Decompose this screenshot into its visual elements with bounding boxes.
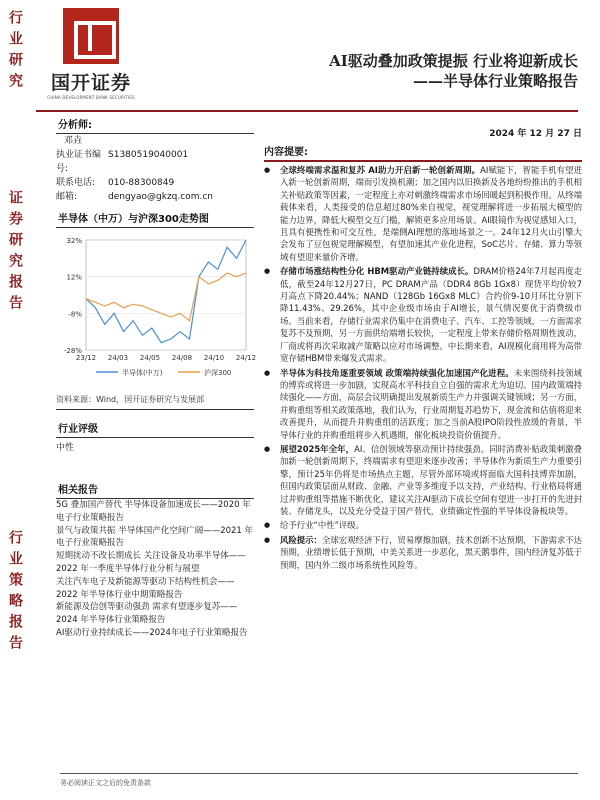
summary-bullets — [264, 164, 582, 571]
y-tick-label: -28% — [63, 347, 82, 355]
bullet-lead: 风险提示： — [280, 534, 322, 545]
summary-bullet — [264, 164, 582, 263]
analyst-name: 邓垚 — [64, 136, 83, 146]
phone-row — [56, 176, 254, 190]
bullet-text: AI赋能下，智能手机有望进入新一轮创新周期，端而引发换机潮；加之国内以旧换新及各地纷纷推出的手机相关补贴政策等因素，一定程度上亦对刺激终端需求市场回暖起到积极作用。从终端载体来看，人类接受的信息超过80%来自视觉，视觉理解将进一步拓展大模型的能力边界，降低大模型交互门槛，解锁更多应用场景。AI眼镜作为视觉感知入口，且具有便携性和可交互性，是端侧AI理想的落地场景之一。24年12月火山引擎大会发布了豆包视觉理解模型，有望加速其产业化进程，SoC芯片、存储、算力等领域有望迎来量价齐增。 — [280, 165, 583, 262]
bullet-lead: 存储市场涨结构性分化 HBM驱动产业链持续成长。 — [280, 266, 474, 277]
license-row — [56, 148, 254, 176]
summary-bullet — [264, 265, 582, 364]
summary-bullet — [264, 367, 582, 441]
bullet-lead: 展望2025年全年， — [280, 443, 355, 454]
analyst-info — [56, 134, 254, 208]
chart-source: 资料来源：Wind，国开证券研究与发展部 — [56, 394, 254, 410]
related-report-item[interactable]: 5G 叠加国产替代 半导体设备加速成长——2020 年电子行业策略报告 — [56, 500, 251, 523]
bullet-text: 给予行业“中性”评级。 — [280, 520, 365, 531]
email-row — [56, 190, 254, 208]
legend-label: 半导体(中万) — [122, 369, 163, 377]
related-report-item[interactable]: 新能源及信创等驱动强劲 需求有望逐步复苏——2024 年半导体行业策略报告 — [56, 602, 238, 626]
logo-mark-icon — [63, 8, 119, 64]
x-tick-label: 23/12 — [75, 354, 97, 362]
side-label-strategy-report: 行业策略报告 — [7, 530, 23, 656]
phone-number: 010-88300849 — [108, 178, 175, 188]
header-divider — [36, 110, 578, 112]
trend-chart-svg — [56, 230, 257, 390]
related-report-item[interactable]: 景气与政策共振 半导体国产化空间广阔——2021 年电子行业策略报告 — [56, 525, 254, 549]
analyst-heading: 分析师: — [56, 114, 254, 134]
y-tick-label: -8% — [68, 310, 82, 319]
bullet-text: 全球宏观经济下行，贸易摩擦加剧，技术创新不达预期，下游需求不达预期，业绩增长低于预期，中美关系进一步恶化，黑天鹅事件，国内经济复苏低于预期，国内外二级市场系统性风险等。 — [280, 534, 583, 570]
related-report-item[interactable]: 关注汽车电子及新能源等驱动下结构性机会——2022 年半导体行业中期策略报告 — [56, 576, 235, 600]
email-label: 邮箱: — [56, 192, 78, 202]
bullet-lead: 全球终端需求温和复苏 AI助力开启新一轮创新周期。 — [280, 165, 481, 175]
summary-heading: 内容提要: — [264, 143, 582, 162]
related-report-item[interactable]: 短期扰动不改长期成长 关注设备及功率半导体——2022 年一季度半导体行业分析与展望 — [56, 551, 246, 574]
summary-bullet — [264, 519, 582, 531]
related-report-item[interactable]: AI驱动行业持续成长——2024年电子行业策略报告 — [56, 627, 248, 638]
report-date: 2024 年 12 月 27 日 — [489, 129, 582, 139]
summary-bullet — [264, 534, 582, 571]
side-label-securities-report: 证券研究报告 — [7, 190, 23, 316]
chart-title: 半导体（中万）与沪深300走势图 — [56, 208, 254, 228]
trend-chart — [56, 230, 257, 390]
right-column — [264, 114, 582, 571]
email-address[interactable]: dengyao@gkzq.com.cn — [108, 192, 213, 202]
report-title: AI驱动叠加政策提振 行业将迎新成长 — [329, 52, 578, 70]
x-tick-label: 24/10 — [203, 354, 225, 362]
plot-frame — [86, 240, 246, 350]
license-label: 执业证书编号: — [56, 150, 102, 174]
x-tick-label: 24/08 — [171, 354, 193, 362]
bullet-text: AI、信创领域等驱动预计持续强劲。同时消费补贴政策刺激叠加新一轮创新周期下，终端需求有望迎来逐步改善；半导体作为新质生产力重要引擎，预计25年仍将是市场热点主题，尽管外部环境或将面临大国科技博弈加剧，但国内政策层面从财政、金融、产业等多维度予以支持，产业结构、行业格局将通过并购重组等措施不断优化，建议关注AI驱动下成长空间有望进一步打开的先进封装、存储龙头，以及充分受益于国产替代，业绩确定性强的半导体设备板块等。 — [280, 443, 582, 516]
bullet-text: 未来围绕科技领域的博弈或将进一步加剧，实现高水平科技自立自强的需求尤为迫切。国内政策端持续强化——方面，高层会议明确提出发展新质生产力并强调关键领域；另一方面，并购重组等相关政策落地，我们认为，行业周期复苏趋势下，现金流和估值将迎来改善提升，从而提升并购重组的活跃度；加之当前A股IPO阶段性放缓的背景，半导体行业的并购重组将步入机遇期，催化板块投资价值提升。 — [280, 367, 583, 440]
rating-value: 中性 — [56, 443, 75, 453]
summary-bullet — [264, 443, 582, 517]
y-tick-label: 32% — [66, 237, 82, 245]
legend-label: 沪深300 — [204, 369, 232, 377]
x-tick-label: 24/05 — [139, 354, 161, 362]
series-line-0 — [86, 240, 246, 343]
license-number: S1380519040001 — [108, 150, 189, 160]
company-logo — [36, 8, 146, 100]
logo-name: 国开证券 — [50, 72, 131, 94]
report-subtitle: ——半导体行业策略报告 — [412, 72, 578, 90]
y-tick-label: 12% — [66, 273, 82, 282]
disclaimer-footer: 务必阅读正文之后的免责条款 — [60, 773, 578, 788]
x-tick-label: 24/12 — [235, 354, 257, 362]
x-tick-label: 24/03 — [107, 354, 129, 362]
bullet-text: DRAM价格24年7月起再度走低，截至24年12月27日，PC DRAM产品（DDR4 8Gb 1Gx8）现货平均价较7月高点下降20.44%；NAND（128Gb 16Gx8 MLC）合约价9-10月环比分别下降11.43%、29.26%，其中企业级市场由于AI增长，景气情况要优于消费级市场。当前来看，存储行业需求仍集中在消费电子、汽车、工控等领域，一方面需求复苏不及预期，另一方面供给端增长较快，一定程度上带来存储价格周期性波动，厂商或将再次采取减产策略以应对市场调整。中长期来看，AI现模化商用将为高带宽存储HBM带来爆发式需求。 — [280, 266, 582, 364]
phone-label: 联系电话: — [56, 178, 96, 188]
logo-english: CHINA DEVELOPMENT BANK SECURITIES — [47, 95, 135, 100]
rating-heading: 行业评级 — [56, 418, 254, 438]
bullet-lead: 半导体为科技角逐重要领域 政策端持续强化加速国产化进程。 — [280, 367, 514, 378]
left-column — [56, 114, 257, 640]
side-label-industry-research: 行业研究 — [7, 10, 23, 94]
related-reports-list — [56, 499, 254, 640]
related-heading: 相关报告 — [56, 479, 254, 499]
